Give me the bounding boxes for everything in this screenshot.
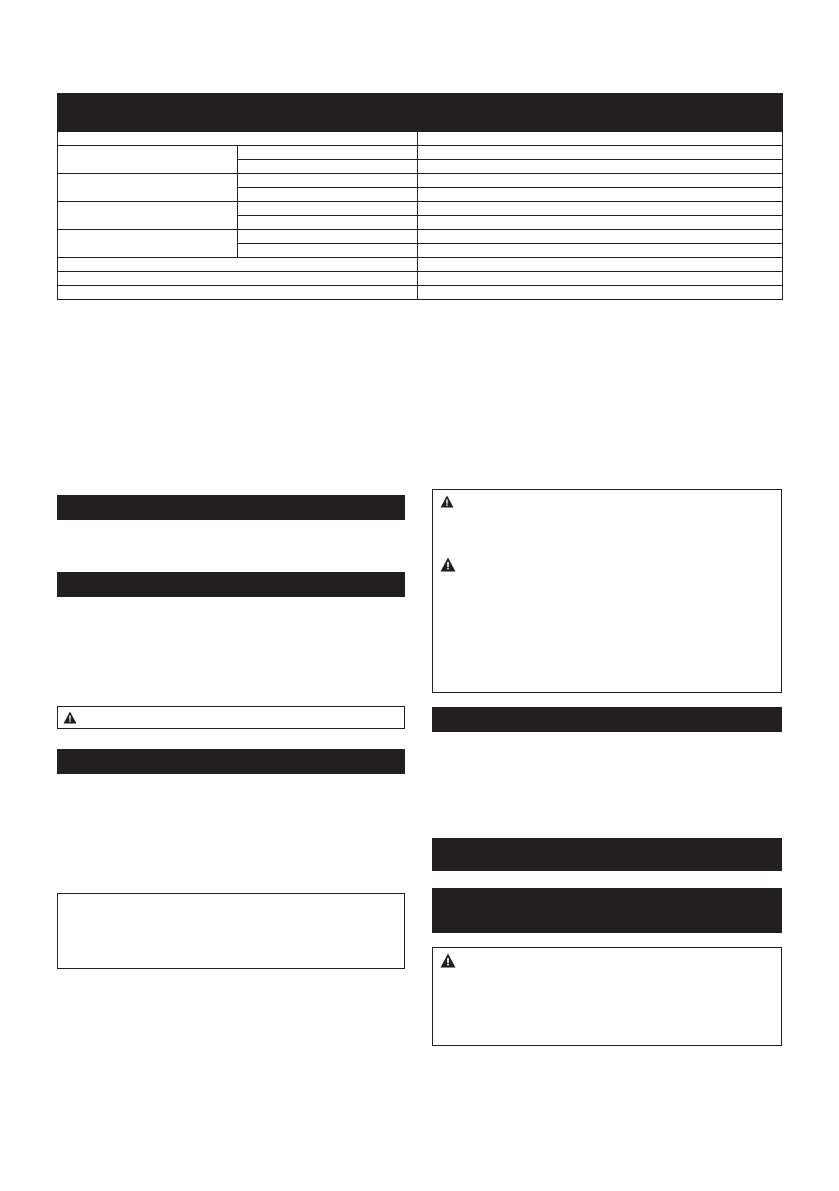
table-cell-c bbox=[418, 216, 783, 230]
right-warning-head-2 bbox=[440, 557, 774, 572]
table-cell-left bbox=[58, 132, 418, 146]
right-section-heading-2 bbox=[432, 838, 782, 871]
table-cell-right bbox=[418, 272, 783, 286]
right-warning-head-1 bbox=[440, 495, 774, 508]
table-cell-b bbox=[238, 188, 418, 202]
table-cell-c bbox=[418, 146, 783, 160]
table-cell-b bbox=[238, 216, 418, 230]
table-cell-right bbox=[418, 258, 783, 272]
table-title bbox=[58, 94, 783, 132]
right-warning-body-1 bbox=[440, 511, 774, 549]
table-row bbox=[58, 146, 783, 160]
left-warning-head bbox=[63, 711, 82, 724]
table-cell-left bbox=[58, 258, 418, 272]
table-title-row bbox=[58, 94, 783, 132]
table-cell-c bbox=[418, 230, 783, 244]
right-caution-box bbox=[432, 947, 782, 1046]
table-cell-right bbox=[418, 132, 783, 146]
table-row bbox=[58, 174, 783, 188]
left-section-heading-2 bbox=[57, 572, 405, 597]
table-cell-c bbox=[418, 244, 783, 258]
table-cell-a bbox=[58, 174, 238, 202]
warning-triangle-icon bbox=[440, 557, 456, 572]
warning-triangle-icon bbox=[440, 495, 454, 508]
table-cell-b bbox=[238, 244, 418, 258]
specifications-table bbox=[57, 93, 783, 300]
table-cell-a bbox=[58, 230, 238, 258]
table-row bbox=[58, 286, 783, 300]
table-cell-b bbox=[238, 174, 418, 188]
table-cell-b bbox=[238, 202, 418, 216]
table-cell-c bbox=[418, 202, 783, 216]
table-cell-a bbox=[58, 146, 238, 174]
right-warning-box bbox=[432, 489, 782, 693]
left-warning-box bbox=[57, 706, 405, 729]
table-row bbox=[58, 272, 783, 286]
right-section-heading-3 bbox=[432, 888, 782, 933]
table-cell-b bbox=[238, 160, 418, 174]
table-row bbox=[58, 258, 783, 272]
table-cell-c bbox=[418, 188, 783, 202]
right-section-heading-1 bbox=[432, 707, 782, 732]
table-row bbox=[58, 230, 783, 244]
table-cell-b bbox=[238, 146, 418, 160]
warning-triangle-icon bbox=[440, 953, 456, 968]
table-cell-left bbox=[58, 272, 418, 286]
table-row bbox=[58, 132, 783, 146]
right-caution-head bbox=[440, 953, 774, 968]
table-cell-b bbox=[238, 230, 418, 244]
table-cell-right bbox=[418, 286, 783, 300]
warning-triangle-icon bbox=[63, 711, 77, 724]
table-cell-a bbox=[58, 202, 238, 230]
table-row bbox=[58, 202, 783, 216]
left-section-heading-1 bbox=[57, 495, 405, 520]
left-note-box bbox=[57, 893, 405, 969]
table-cell-c bbox=[418, 174, 783, 188]
left-section-heading-3 bbox=[57, 749, 405, 774]
table-cell-left bbox=[58, 286, 418, 300]
table-cell-c bbox=[418, 160, 783, 174]
